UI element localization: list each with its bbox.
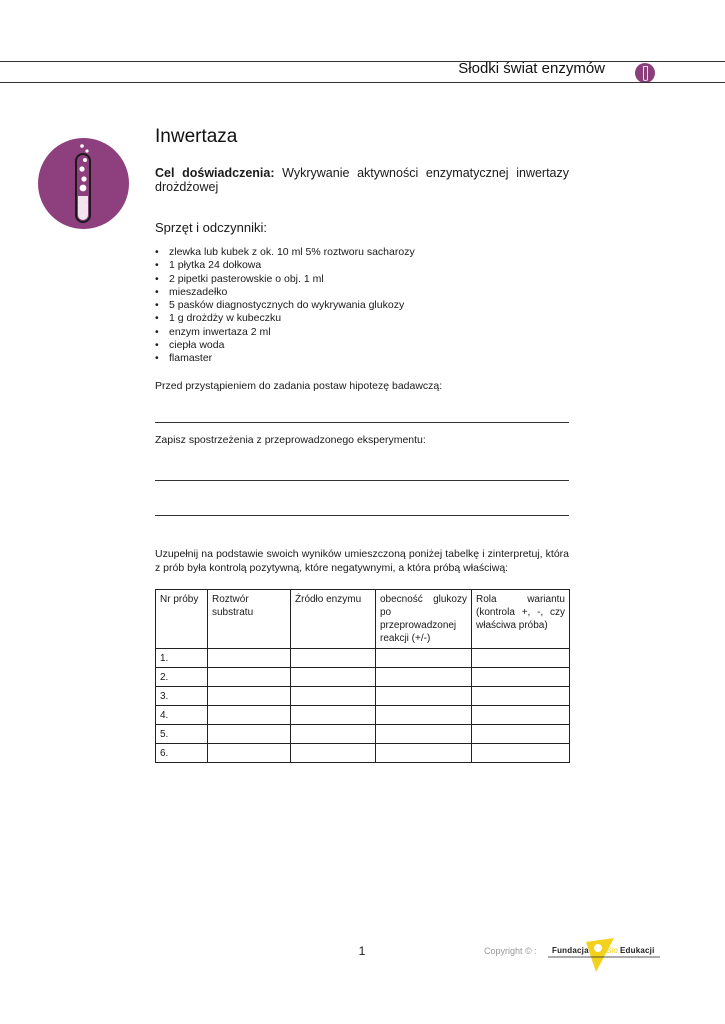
- list-item: • 1 płytka 24 dołkowa: [155, 259, 415, 272]
- table-cell[interactable]: [291, 706, 376, 725]
- row-number: 6.: [156, 744, 208, 763]
- list-item: • zlewka lub kubek z ok. 10 ml 5% roztworu sacharozy: [155, 246, 415, 259]
- aim-text: Wykrywanie aktywności enzymatycznej inwertazy drożdżowej: [155, 166, 570, 194]
- table-row: [156, 687, 570, 706]
- header-title: Słodki świat enzymów: [458, 60, 605, 77]
- row-number: 5.: [156, 725, 208, 744]
- row-number: 1.: [156, 649, 208, 668]
- list-item: • 2 pipetki pasterowskie o obj. 1 ml: [155, 273, 415, 286]
- table-cell[interactable]: [376, 725, 472, 744]
- table-cell[interactable]: [376, 706, 472, 725]
- row-number: 3.: [156, 687, 208, 706]
- list-item: • 5 pasków diagnostycznych do wykrywania glukozy: [155, 299, 415, 312]
- experiment-title: Inwertaza: [155, 126, 238, 147]
- table-cell[interactable]: [472, 744, 570, 763]
- list-item: • enzym inwertaza 2 ml: [155, 326, 415, 339]
- equipment-heading: Sprzęt i odczynniki:: [155, 220, 267, 235]
- list-item: • mieszadełko: [155, 286, 415, 299]
- table-cell[interactable]: [291, 649, 376, 668]
- table-row: [156, 706, 570, 725]
- table-cell[interactable]: [291, 687, 376, 706]
- header-rule-top: [0, 61, 725, 62]
- header-rule-bottom: [0, 82, 725, 83]
- table-cell[interactable]: [291, 668, 376, 687]
- logo-text-bio: Bio: [606, 946, 619, 955]
- table-cell[interactable]: [376, 649, 472, 668]
- table-cell[interactable]: [208, 725, 291, 744]
- test-tube-bubbles-icon: [38, 138, 129, 229]
- table-row: [156, 744, 570, 763]
- table-row: [156, 725, 570, 744]
- table-cell[interactable]: [208, 668, 291, 687]
- table-cell[interactable]: [376, 668, 472, 687]
- table-cell[interactable]: [472, 668, 570, 687]
- table-cell[interactable]: [208, 744, 291, 763]
- hypothesis-answer-line[interactable]: [155, 422, 569, 423]
- column-header-role: Rola wariantu (kontrola +, -, czy właściwa próba): [472, 590, 570, 649]
- column-header-sample-number: Nr próby: [156, 590, 208, 649]
- table-row: [156, 668, 570, 687]
- table-row: [156, 649, 570, 668]
- table-cell[interactable]: [208, 649, 291, 668]
- logo-text-fundacja: Fundacja: [552, 946, 589, 955]
- logo-text-edukacji: Edukacji: [620, 946, 655, 955]
- column-header-substrate: Roztwór substratu: [208, 590, 291, 649]
- table-cell[interactable]: [472, 649, 570, 668]
- test-tube-icon: [635, 63, 655, 83]
- observations-answer-line-1[interactable]: [155, 480, 569, 481]
- row-number: 4.: [156, 706, 208, 725]
- page-number: 1: [358, 944, 366, 958]
- table-cell[interactable]: [208, 706, 291, 725]
- column-header-enzyme-source: Źródło enzymu: [291, 590, 376, 649]
- list-item: • 1 g drożdży w kubeczku: [155, 312, 415, 325]
- foundation-logo: [548, 936, 660, 974]
- hypothesis-prompt: Przed przystąpieniem do zadania postaw hipotezę badawczą:: [155, 380, 443, 392]
- experiment-aim: [155, 166, 569, 194]
- table-header-row: [156, 590, 570, 649]
- copyright-text: Copyright © :: [484, 946, 537, 956]
- column-header-glucose: obecność glukozy po przeprowadzonej reakcji (+/-): [376, 590, 472, 649]
- aim-label: Cel doświadczenia:: [155, 166, 275, 180]
- results-table: [155, 589, 570, 763]
- list-item: • ciepła woda: [155, 339, 415, 352]
- table-cell[interactable]: [472, 706, 570, 725]
- row-number: 2.: [156, 668, 208, 687]
- table-cell[interactable]: [291, 725, 376, 744]
- list-item: • flamaster: [155, 352, 415, 365]
- materials-list: [155, 246, 415, 366]
- table-cell[interactable]: [472, 687, 570, 706]
- observations-prompt: Zapisz spostrzeżenia z przeprowadzonego eksperymentu:: [155, 434, 426, 446]
- observations-answer-line-2[interactable]: [155, 515, 569, 516]
- table-cell[interactable]: [472, 725, 570, 744]
- table-cell[interactable]: [208, 687, 291, 706]
- table-cell[interactable]: [291, 744, 376, 763]
- table-cell[interactable]: [376, 744, 472, 763]
- table-intro: Uzupełnij na podstawie swoich wyników umieszczoną poniżej tabelkę i zinterpretuj, która z prób była kontrolą pozytywną, które negatywnymi, a która próbą właściwą:: [155, 548, 569, 574]
- table-cell[interactable]: [376, 687, 472, 706]
